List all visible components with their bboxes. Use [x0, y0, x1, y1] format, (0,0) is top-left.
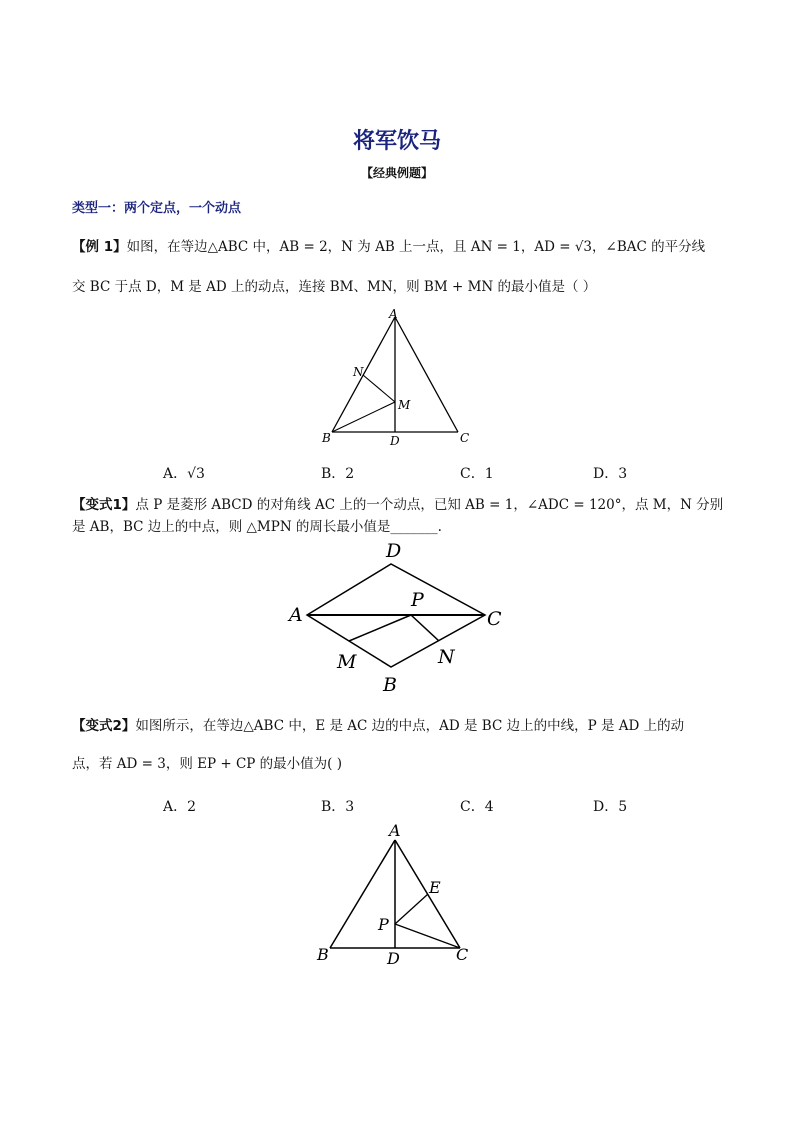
fig2-label-p: P — [411, 589, 424, 611]
example1-option-b[interactable]: B．2 — [321, 466, 355, 482]
fig2-label-c: C — [487, 608, 502, 630]
variation1-line2: 是 AB，BC 边上的中点，则 △MPN 的周长最小值是_______. — [72, 519, 442, 535]
variation1-figure — [285, 537, 515, 697]
example1-figure — [318, 305, 478, 450]
type-heading: 类型一：两个定点，一个动点 — [72, 201, 242, 216]
fig1-label-a: A — [389, 307, 398, 321]
variation2-option-d[interactable]: D．5 — [593, 799, 628, 815]
page-title: 将军饮马 — [352, 129, 441, 154]
variation2-line2: 点，若 AD = 3，则 EP + CP 的最小值为( ) — [72, 756, 342, 772]
fig3-label-c: C — [456, 945, 469, 964]
variation2-text1: 如图所示，在等边△ABC 中，E 是 AC 边的中点，AD 是 BC 边上的中线，P 是 AD 上的动 — [135, 718, 685, 734]
variation2-tag: 【变式2】 — [72, 718, 136, 734]
fig1-label-d: D — [390, 434, 400, 448]
section-subtitle: 【经典例题】 — [360, 166, 433, 180]
fig2-label-a: A — [289, 604, 303, 626]
example1-tag: 【例 1】 — [72, 239, 127, 255]
example1-text1: 如图，在等边△ABC 中，AB = 2，N 为 AB 上一点，且 AN = 1，AD = √3，∠BAC 的平分线 — [126, 239, 706, 255]
variation1-text1: 点 P 是菱形 ABCD 的对角线 AC 上的一个动点，已知 AB = 1，∠ADC = 120°，点 M，N 分别 — [135, 497, 724, 513]
fig1-label-m: M — [398, 398, 411, 412]
variation2-option-b[interactable]: B．3 — [321, 799, 355, 815]
fig2-label-d: D — [386, 540, 402, 562]
fig1-label-b: B — [322, 431, 331, 445]
fig2-label-m: M — [337, 651, 357, 673]
example1-option-d[interactable]: D．3 — [593, 466, 628, 482]
fig3-label-a: A — [389, 821, 401, 840]
variation1-tag: 【变式1】 — [72, 497, 136, 513]
fig3-label-p: P — [378, 915, 389, 934]
variation2-option-a[interactable]: A．2 — [163, 799, 197, 815]
fig2-label-n: N — [438, 646, 455, 668]
example1-option-a[interactable]: A．√3 — [163, 466, 205, 482]
fig3-label-b: B — [317, 945, 329, 964]
fig3-label-e: E — [429, 878, 441, 897]
variation2-figure — [310, 820, 490, 970]
variation2-option-c[interactable]: C．4 — [460, 799, 494, 815]
example1-line2: 交 BC 于点 D，M 是 AD 上的动点，连接 BM、MN，则 BM + MN 的最小值是（ ） — [72, 279, 597, 295]
variation1-line1 — [72, 493, 723, 513]
fig2-label-b: B — [383, 674, 397, 696]
variation2-line1 — [72, 714, 684, 734]
fig3-label-d: D — [387, 949, 400, 968]
example1-line1 — [72, 235, 705, 255]
example1-option-c[interactable]: C．1 — [460, 466, 494, 482]
fig1-label-n: N — [353, 365, 364, 379]
fig1-label-c: C — [460, 431, 470, 445]
